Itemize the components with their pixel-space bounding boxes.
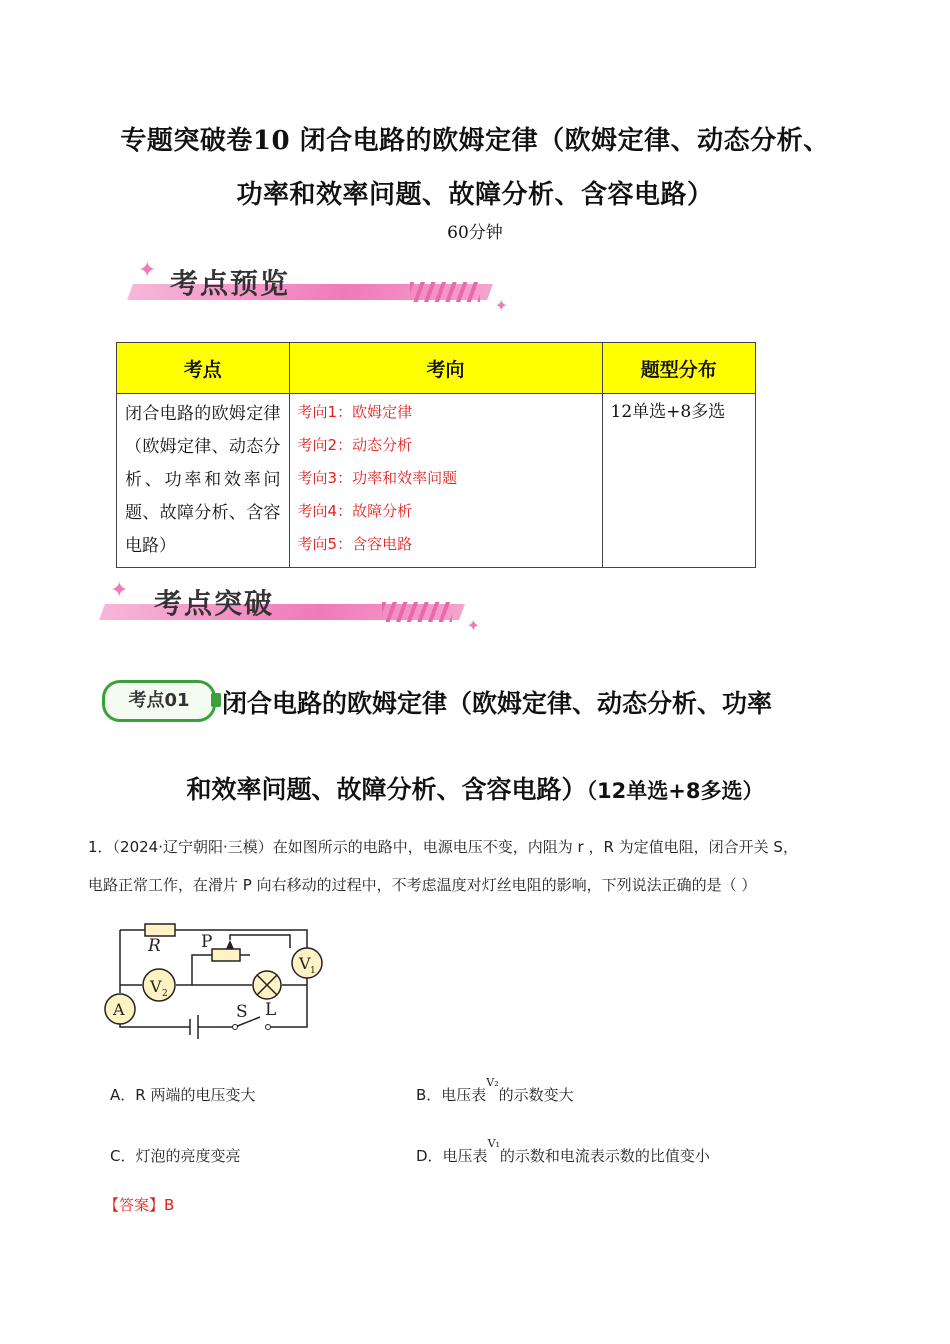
option-b-suffix: 的示数变大	[498, 1086, 574, 1104]
section-count: （12单选+8多选）	[586, 779, 764, 803]
answer-tag: 【答案】	[104, 1196, 165, 1214]
overview-table	[116, 342, 756, 568]
question-line1: 1．（2024·辽宁朝阳·三模）在如图所示的电路中，电源电压不变，内阻为 r ，R 为定值电阻，闭合开关 S，	[88, 838, 798, 856]
badge-label: 考点01	[128, 690, 190, 711]
option-c: C．灯泡的亮度变亮	[110, 1147, 241, 1165]
label-v2-sub: 2	[162, 989, 168, 999]
direction-item: 考向3：功率和效率问题	[297, 469, 458, 487]
label-a: A	[113, 1000, 125, 1019]
direction-item: 考向5：含容电路	[297, 535, 413, 553]
sparkle-icon: ✦	[466, 616, 480, 635]
sparkle-icon: ✦	[494, 296, 508, 315]
table-header-row	[117, 343, 756, 394]
option-a: A．R 两端的电压变大	[110, 1086, 256, 1104]
option-d-suffix: 的示数和电流表示数的比值变小	[499, 1147, 710, 1165]
time-limit: 60分钟	[447, 223, 503, 243]
sparkle-icon: ✦	[110, 578, 129, 603]
switch-contact	[233, 1025, 238, 1030]
option-b	[416, 1076, 574, 1105]
option-b-meter: V₂	[486, 1076, 499, 1089]
circuit-diagram	[100, 915, 340, 1045]
topic-badge	[102, 680, 216, 722]
distribution-cell: 12单选+8多选	[602, 394, 756, 568]
banner-label: 考点突破	[154, 587, 275, 620]
label-r: R	[148, 936, 161, 956]
label-v1: V	[299, 954, 311, 973]
section-heading-text: 和效率问题、故障分析、含容电路）	[186, 775, 587, 804]
banner-label: 考点预览	[170, 267, 291, 300]
resistor-r	[145, 924, 175, 936]
option-d	[416, 1137, 710, 1166]
header-direction: 考向	[289, 343, 602, 394]
switch-contact	[266, 1025, 271, 1030]
option-b-prefix: B．电压表	[416, 1086, 487, 1104]
question-line2: 电路正常工作，在滑片 P 向右移动的过程中，不考虑温度对灯丝电阻的影响，下列说法正确的是（ ）	[88, 876, 757, 894]
header-distribution: 题型分布	[602, 343, 756, 394]
answer-value: B	[164, 1196, 175, 1214]
document-title-line1: 专题突破卷10 闭合电路的欧姆定律（欧姆定律、动态分析、	[120, 126, 830, 156]
direction-cell	[289, 394, 602, 568]
header-topic: 考点	[117, 343, 290, 394]
label-s: S	[236, 1002, 248, 1022]
direction-item: 考向1：欧姆定律	[297, 403, 413, 421]
direction-item: 考向4：故障分析	[297, 502, 413, 520]
sparkle-icon: ✦	[138, 258, 157, 283]
label-v1-sub: 1	[310, 966, 316, 976]
option-d-meter: V₁	[487, 1137, 500, 1150]
direction-item: 考向2：动态分析	[297, 436, 413, 454]
topic-cell: 闭合电路的欧姆定律（欧姆定律、动态分析、功率和效率问题、故障分析、含容电路）	[117, 394, 290, 568]
label-l: L	[265, 1000, 277, 1020]
label-v2: V	[150, 977, 162, 996]
document-title-line2: 功率和效率问题、故障分析、含容电路）	[236, 180, 714, 210]
section-heading-line2	[0, 770, 950, 806]
preview-banner	[120, 258, 510, 315]
slider-arrow-icon	[226, 940, 234, 949]
label-p: P	[201, 932, 213, 952]
table-row	[117, 394, 756, 568]
section-heading-line1: 闭合电路的欧姆定律（欧姆定律、动态分析、功率	[222, 689, 773, 718]
rheostat	[212, 949, 240, 961]
breakthrough-banner	[92, 578, 482, 635]
answer	[104, 1194, 174, 1215]
option-d-prefix: D．电压表	[416, 1147, 488, 1165]
